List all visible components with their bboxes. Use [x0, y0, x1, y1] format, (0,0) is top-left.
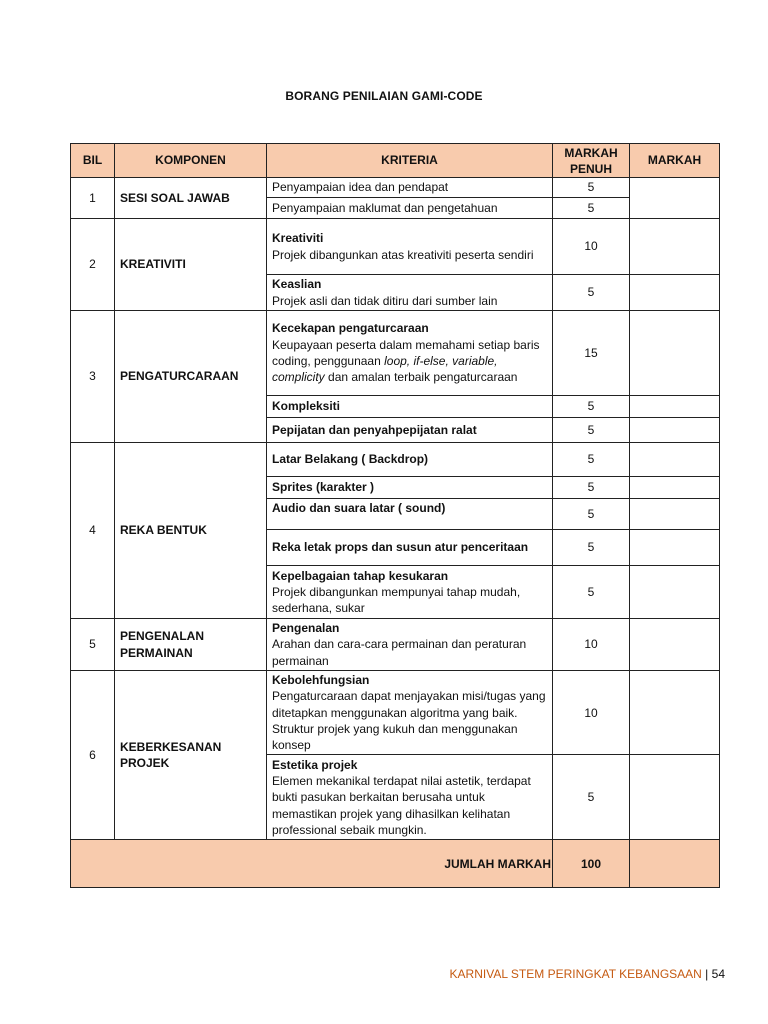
criteria-title: Kepelbagaian tahap kesukaran	[272, 568, 449, 583]
criteria-description-part: Keupayaan peserta dalam memahami setiap baris coding, penggunaan	[272, 337, 540, 368]
table-header-row	[71, 144, 720, 178]
table-row	[71, 443, 720, 477]
score-cell[interactable]	[630, 477, 720, 499]
score-cell[interactable]	[630, 671, 720, 755]
max-mark: 5	[553, 566, 630, 619]
max-mark: 5	[553, 530, 630, 566]
footer-separator: |	[701, 967, 712, 981]
criteria-cell	[267, 619, 553, 671]
assessment-table	[70, 143, 720, 888]
total-score-cell[interactable]	[630, 840, 720, 888]
criteria-description: Arahan dan cara-cara permainan dan peraturan permainan	[272, 637, 527, 668]
score-cell[interactable]	[630, 396, 720, 418]
criteria-title: Audio dan suara latar ( sound)	[272, 501, 446, 515]
criteria-cell	[267, 443, 553, 477]
criteria-cell	[267, 671, 553, 755]
criteria-description: Projek dibangunkan mempunyai tahap mudah, sederhana, sukar	[272, 584, 521, 616]
criteria-description-italic: loop, if-else,	[384, 354, 449, 368]
score-cell[interactable]	[630, 619, 720, 671]
max-mark: 10	[553, 619, 630, 671]
header-markah-penuh-line1: MARKAH	[564, 145, 618, 160]
score-cell[interactable]	[630, 275, 720, 311]
footer-event-name: KARNIVAL STEM PERINGKAT KEBANGSAAN	[449, 967, 702, 981]
max-mark: 5	[553, 275, 630, 311]
component-name: REKA BENTUK	[115, 443, 267, 619]
criteria-cell	[267, 396, 553, 418]
component-name: KREATIVITI	[115, 219, 267, 311]
criteria-cell	[267, 755, 553, 840]
score-cell[interactable]	[630, 311, 720, 396]
criteria-description	[272, 337, 547, 386]
criteria-cell	[267, 566, 553, 619]
criteria-description: Elemen mekanikal terdapat nilai astetik, terdapat bukti pasukan berkaitan berusaha untuk memastikan projek yang dihasilkan kelihatan professional sebaik mungkin.	[272, 774, 531, 837]
max-mark: 5	[553, 443, 630, 477]
criteria-cell	[267, 219, 553, 275]
criteria-title: Reka letak props dan susun atur penceritaan	[272, 540, 529, 555]
criteria-title: Keaslian	[272, 277, 322, 292]
table-row	[71, 311, 720, 396]
max-mark: 5	[553, 396, 630, 418]
criteria-title: Estetika projek	[272, 757, 358, 772]
component-name: PENGATURCARAAN	[115, 311, 267, 443]
total-max-mark: 100	[553, 840, 630, 888]
header-kriteria: KRITERIA	[267, 144, 553, 178]
page-footer	[450, 967, 725, 981]
max-mark: 10	[553, 671, 630, 755]
criteria-cell	[267, 311, 553, 396]
form-title: BORANG PENILAIAN GAMI-CODE	[285, 89, 483, 103]
criteria-description-italic: variable, complicity	[272, 354, 498, 385]
score-cell[interactable]	[630, 530, 720, 566]
max-mark: 5	[553, 418, 630, 443]
criteria-description-part: dan amalan terbaik pengaturcaraan	[324, 370, 518, 385]
criteria-title: Sprites (karakter )	[272, 480, 375, 495]
row-number: 6	[71, 671, 115, 840]
table-row	[71, 178, 720, 198]
header-markah-penuh-line2: PENUH	[569, 161, 612, 176]
criteria-cell	[267, 530, 553, 566]
criteria-title: Kreativiti	[272, 231, 324, 246]
max-mark: 5	[553, 178, 630, 198]
header-markah: MARKAH	[630, 144, 720, 178]
criteria-description: Projek dibangunkan atas kreativiti peserta sendiri	[272, 247, 534, 262]
criteria-cell	[267, 477, 553, 499]
component-name: PENGENALAN PERMAINAN	[115, 619, 267, 671]
max-mark: 5	[553, 499, 630, 530]
max-mark: 5	[553, 477, 630, 499]
total-row	[71, 840, 720, 888]
score-cell[interactable]	[630, 443, 720, 477]
criteria-title: Pepijatan dan penyahpepijatan ralat	[272, 422, 477, 437]
criteria-title: Kecekapan pengaturcaraan	[272, 321, 429, 336]
criteria-cell: Penyampaian idea dan pendapat	[267, 178, 553, 198]
criteria-cell: Penyampaian maklumat dan pengetahuan	[267, 198, 553, 219]
max-mark: 5	[553, 755, 630, 840]
row-number: 3	[71, 311, 115, 443]
header-markah-penuh	[553, 144, 630, 178]
score-cell[interactable]	[630, 219, 720, 275]
table-row	[71, 671, 720, 755]
max-mark: 5	[553, 198, 630, 219]
header-komponen: KOMPONEN	[115, 144, 267, 178]
criteria-cell	[267, 275, 553, 311]
row-number: 5	[71, 619, 115, 671]
row-number: 1	[71, 178, 115, 219]
total-label: JUMLAH MARKAH	[71, 840, 553, 888]
score-cell[interactable]	[630, 499, 720, 530]
row-number: 4	[71, 443, 115, 619]
row-number: 2	[71, 219, 115, 311]
table-row	[71, 619, 720, 671]
component-name: KEBERKESANAN PROJEK	[115, 671, 267, 840]
header-bil: BIL	[71, 144, 115, 178]
criteria-description: Projek asli dan tidak ditiru dari sumber lain	[272, 293, 498, 308]
criteria-cell	[267, 499, 553, 530]
score-cell[interactable]	[630, 178, 720, 219]
score-cell[interactable]	[630, 418, 720, 443]
criteria-title: Kebolehfungsian	[272, 673, 370, 687]
criteria-description: Pengaturcaraan dapat menjayakan misi/tugas yang ditetapkan menggunakan algoritma yang baik. Struktur projek yang kukuh dan menggunakan konsep	[272, 689, 546, 753]
max-mark: 15	[553, 311, 630, 396]
score-cell[interactable]	[630, 755, 720, 840]
score-cell[interactable]	[630, 566, 720, 619]
criteria-title: Latar Belakang ( Backdrop)	[272, 452, 429, 467]
component-name: SESI SOAL JAWAB	[115, 178, 267, 219]
criteria-title: Pengenalan	[272, 621, 340, 636]
max-mark: 10	[553, 219, 630, 275]
table-row	[71, 219, 720, 275]
criteria-cell	[267, 418, 553, 443]
criteria-title: Kompleksiti	[272, 399, 341, 414]
page-number: 54	[711, 967, 725, 981]
